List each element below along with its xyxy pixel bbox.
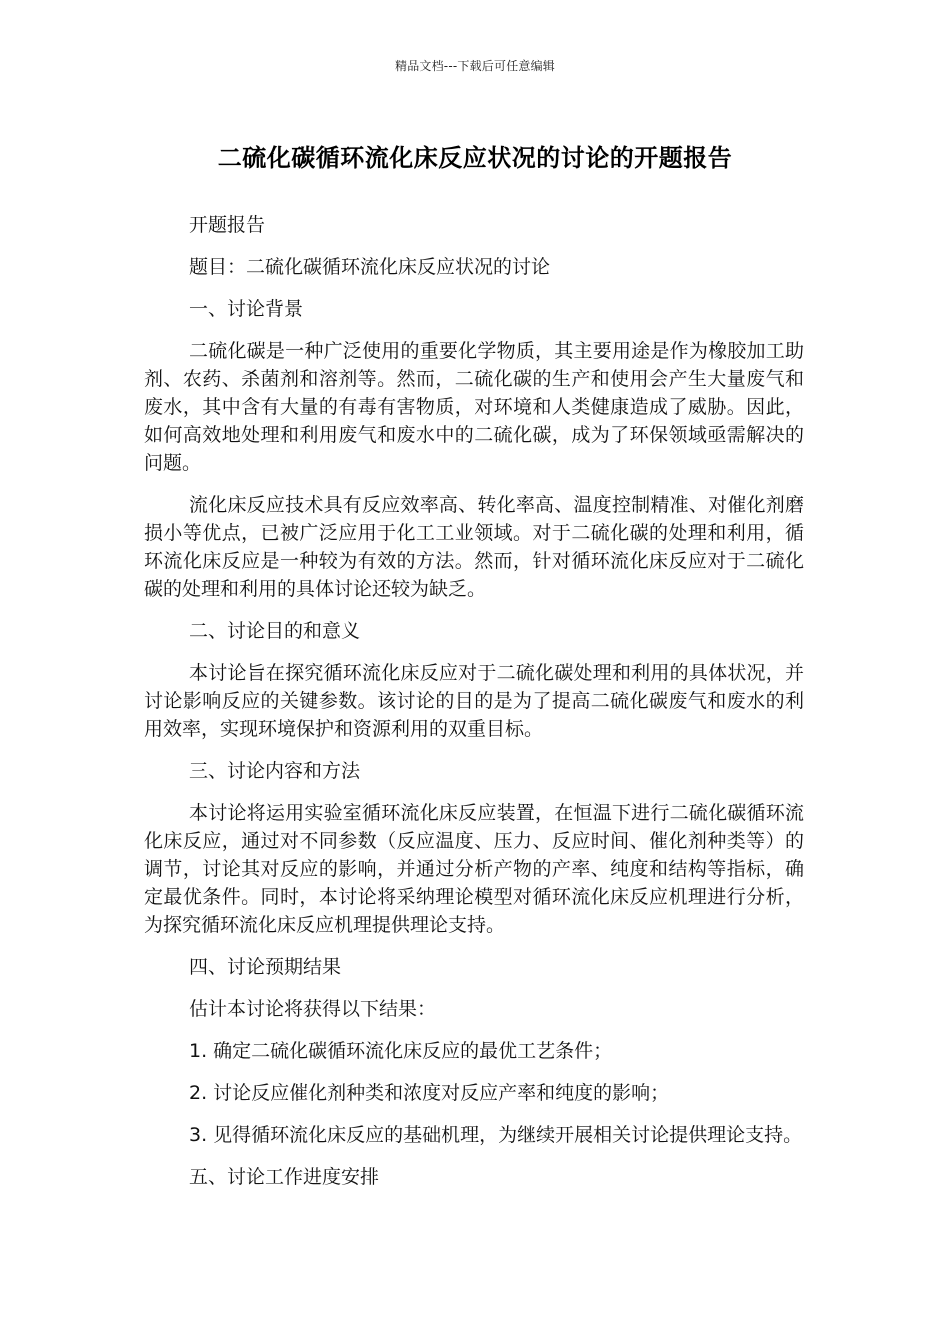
section-heading-purpose: 二、讨论目的和意义 [189, 620, 361, 642]
section-heading-schedule: 五、讨论工作进度安排 [189, 1166, 380, 1188]
list-item-expected-2: 2. 讨论反应催化剂种类和浓度对反应产率和纯度的影响； [189, 1082, 670, 1104]
section-heading-background: 一、讨论背景 [189, 298, 304, 320]
report-label: 开题报告 [189, 214, 266, 236]
section-heading-expected: 四、讨论预期结果 [189, 956, 342, 978]
paragraph-purpose-1: 本讨论旨在探究循环流化床反应对于二硫化碳处理和利用的具体状况，并讨论影响反应的关键参数。该讨论的目的是为了提高二硫化碳废气和废水的利用效率，实现环境保护和资源利用的双重目标。 [144, 662, 804, 740]
header-note: 精品文档---下载后可任意编辑 [395, 59, 555, 73]
section-heading-methods: 三、讨论内容和方法 [189, 760, 361, 782]
paragraph-background-1: 二硫化碳是一种广泛使用的重要化学物质，其主要用途是作为橡胶加工助剂、农药、杀菌剂和溶剂等。然而，二硫化碳的生产和使用会产生大量废气和废水，其中含有大量的有毒有害物质，对环境和人类健康造成了威胁。因此，如何高效地处理和利用废气和废水中的二硫化碳，成为了环保领域亟需解决的问题。 [144, 340, 804, 474]
document-title: 二硫化碳循环流化床反应状况的讨论的开题报告 [217, 144, 733, 172]
paragraph-expected-intro: 估计本讨论将获得以下结果： [189, 998, 437, 1020]
list-item-expected-3: 3. 见得循环流化床反应的基础机理，为继续开展相关讨论提供理论支持。 [189, 1124, 803, 1146]
topic-line: 题目：二硫化碳循环流化床反应状况的讨论 [189, 256, 551, 278]
list-item-expected-1: 1. 确定二硫化碳循环流化床反应的最优工艺条件； [189, 1040, 613, 1062]
paragraph-background-2: 流化床反应技术具有反应效率高、转化率高、温度控制精准、对催化剂磨损小等优点，已被广泛应用于化工工业领域。对于二硫化碳的处理和利用，循环流化床反应是一种较为有效的方法。然而，针对循环流化床反应对于二硫化碳的处理和利用的具体讨论还较为缺乏。 [144, 494, 804, 600]
document-body [144, 211, 804, 1205]
paragraph-methods-1: 本讨论将运用实验室循环流化床反应装置，在恒温下进行二硫化碳循环流化床反应，通过对不同参数（反应温度、压力、反应时间、催化剂种类等）的调节，讨论其对反应的影响，并通过分析产物的产率、纯度和结构等指标，确定最优条件。同时，本讨论将采纳理论模型对循环流化床反应机理进行分析，为探究循环流化床反应机理提供理论支持。 [144, 802, 804, 936]
